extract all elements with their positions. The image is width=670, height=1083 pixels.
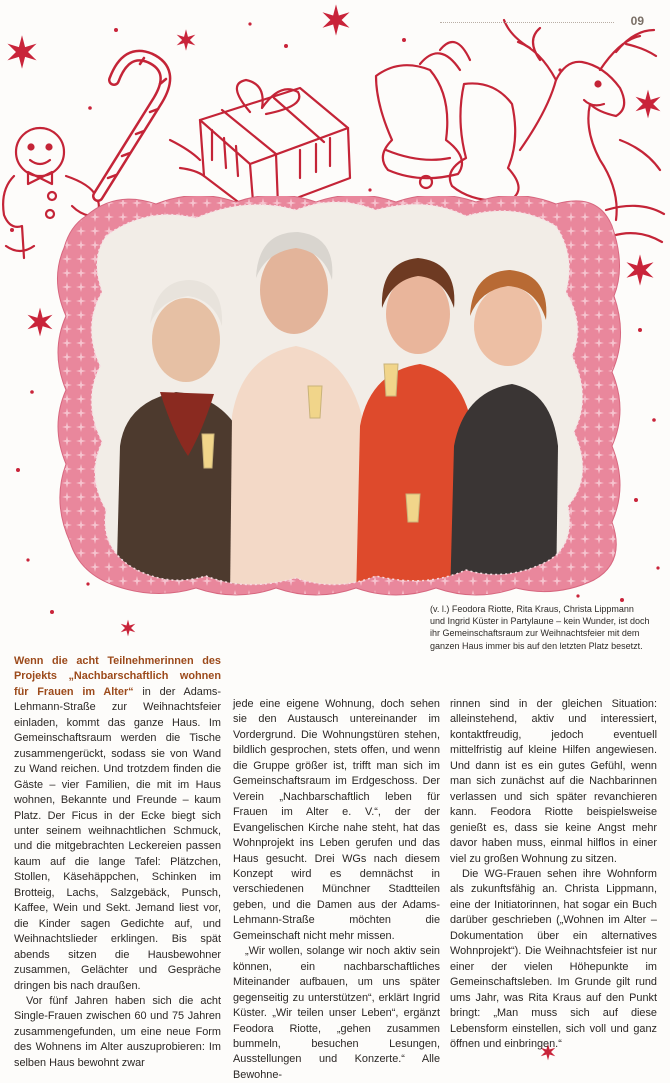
candy-cane-icon — [98, 56, 166, 196]
star-icon — [7, 35, 36, 69]
star-icon — [626, 254, 653, 285]
article-paragraph: Vor fünf Jahren haben sich die acht Single-Frauen zwischen 60 und 75 Jahren zusammengefunden, um eine neue Form des Wohnens im Alter auszuprobieren: Im selben Haus bewohnt zwar — [14, 994, 221, 1069]
bells-icon — [376, 42, 519, 212]
article-column-2 — [233, 697, 440, 1083]
article-paragraph: rinnen sind in der gleichen Situation: alleinstehend, aktiv und interessiert, kontaktfreudig, jedoch eventuell mittelfristig auf kleine Hilfen angewiesen. Und dann ist es ein gutes Gefühl, wenn man sich zunächst auf die Nachbarinnen verlassen und sich später revanchieren kann. Feodora Riotte beispielsweise genießt es, dass sie keine Angst mehr davor haben muss, einmal hilflos in einer viel zu großen Wohnung zu sitzen. — [450, 698, 657, 865]
article-column-3 — [450, 697, 657, 1052]
article-paragraph: Die WG-Frauen sehen ihre Wohnform als zukunftsfähig an. Christa Lippmann, eine der Initiatorinnen, hat sogar ein Buch darüber geschrieben („Wohnen im Alter – Dokumentation über ein alternatives Wohnprojekt“). Die Weihnachtsfeier ist nur einer der vielen Höhepunkte im Gemeinschaftsleben. Im Grunde gilt rund ums Jahr, was Rita Kraus auf den Punkt bringt: „Man muss sich auf diese Lebensform einstellen, sich voll und ganz öffnen und einbringen.“ — [450, 867, 657, 1050]
article-paragraph: „Wir wollen, solange wir noch aktiv sein können, ein nachbarschaftliches Miteinander aufbauen, um uns später gegenseitig zu unterstützen“, erklärt Ingrid Küster. „Wir teilen unser Leben“, ergänzt Feodora Riotte, „gehen zusammen bummeln, besuchen Lesungen, Ausstellungen und Konzerte.“ Alle Bewohne- — [233, 945, 440, 1081]
page-number: 09 — [630, 14, 644, 28]
gift-box-icon — [170, 80, 350, 214]
star-icon — [121, 620, 136, 637]
photo-frame — [46, 196, 624, 600]
article-paragraph: jede eine eigene Wohnung, doch sehen sie den Austausch untereinander im Vordergrund. Die Wohnungstüren stehen, bildlich gesprochen, stets offen, und wenn die Gruppe größer ist, trifft man sich im Gemeinschaftsraum im Erdgeschoss. Der Verein „Nachbarschaftlich leben für Frauen im Alter e. V.“, der der Evangelischen Kirche nahe steht, hat das Wohnprojekt ins Leben gerufen und das Haus gesucht. Drei WGs nach diesem Konzept wird es demnächst in verschiedenen Münchner Stadtteilen geben, und die Damen aus der Adams-Lehmann-Straße möchten die Gemeinschaft nicht mehr missen. — [233, 698, 440, 942]
article-column-1 — [14, 654, 221, 1071]
star-icon — [322, 4, 349, 35]
article-lead: Wenn die acht Teilnehmerinnen des Projekts „Nachbarschaftlich wohnen für Frauen im Alter“ — [14, 655, 221, 698]
star-icon — [177, 29, 196, 51]
star-icon — [636, 90, 661, 119]
article-text: in der Adams-Lehmann-Straße zur Weihnachtsfeier einladen, kommt das ganze Haus. Im Gemeinschaftsraum werden die Tische zusammengerückt, sodass sie von Wand zu Wand reichen. Und trotzdem finden die Gäste – vier Familien, die mit im Haus wohnen, Bekannte und Freunde – kaum Platz. Der Ficus in der Ecke biegt sich unter seinem weihnachtlichen Schmuck, und die mitgebrachten Leckereien passen kaum auf die lange Tafel: Plätzchen, Stollen, Käsehäppchen, Schinken im Brotteig, Lachs, Salzgebäck, Punsch, Kaffee, Wein und Sekt. Jemand liest vor, die Kinder sagen Gedichte auf, und Weihnachtslieder erklingen. Bis spät abends sitzen die Hausbewohner zusammen, Gelächter und Gespräche dringen bis nach draußen. — [14, 685, 221, 992]
group-photo — [46, 196, 624, 600]
photo-caption: (v. l.) Feodora Riotte, Rita Kraus, Christa Lippmann und Ingrid Küster in Partylaune – kein Wunder, ist doch ihr Gemeinschaftsraum zur Weihnachtsfeier mit dem ganzen Haus immer bis auf den letzten Platz besetzt. — [430, 604, 650, 651]
header-rule — [440, 22, 614, 23]
reindeer-icon — [504, 20, 660, 220]
article-paragraph — [14, 654, 221, 994]
